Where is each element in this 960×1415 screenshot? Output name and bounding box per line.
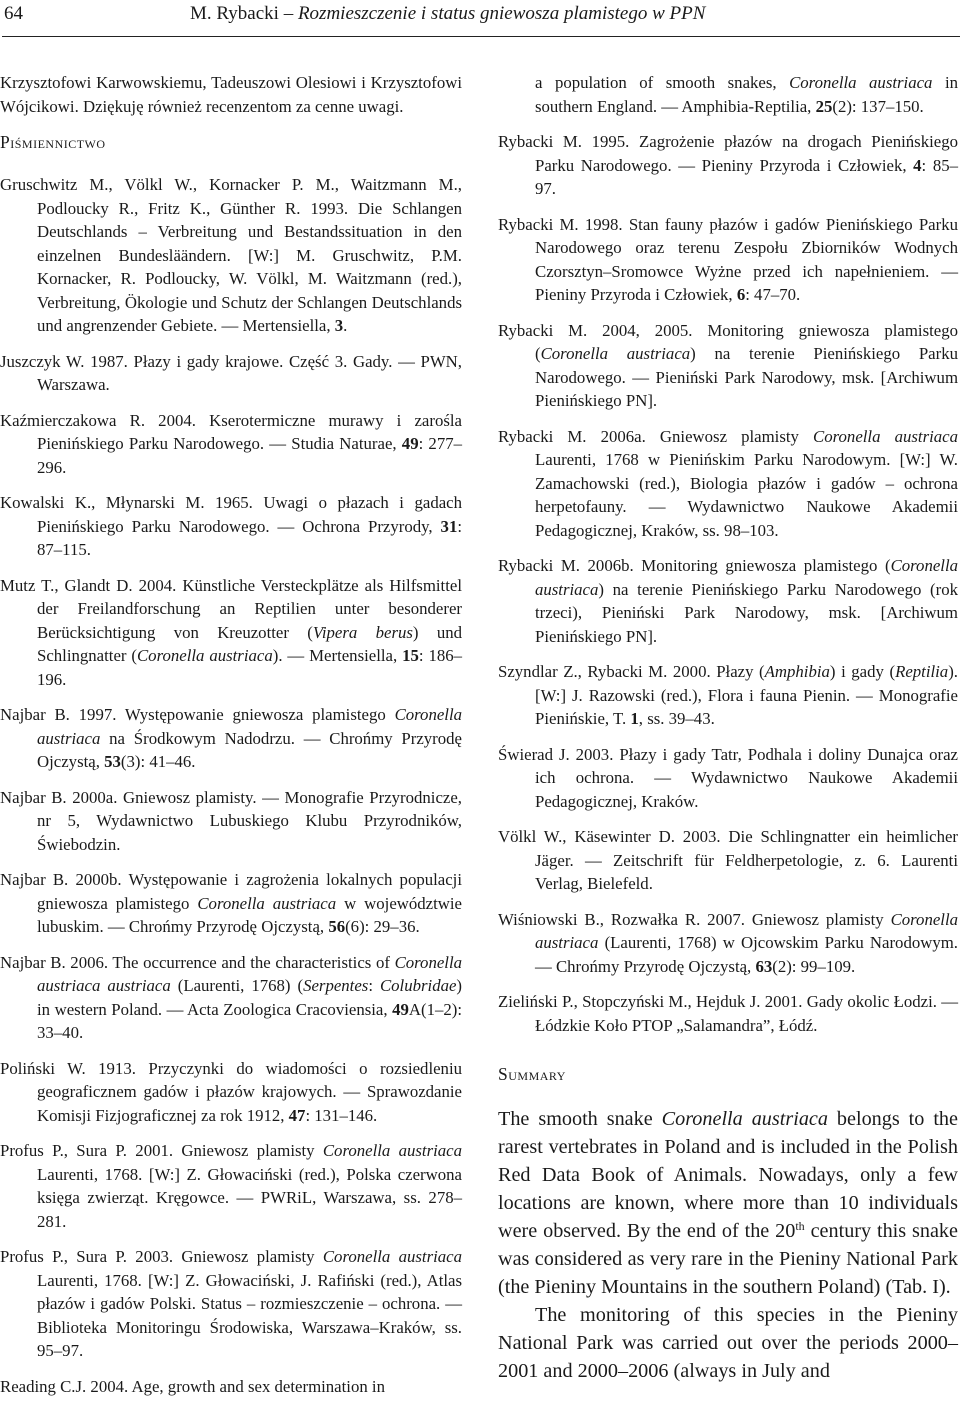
reference-entry: Najbar B. 2006. The occurrence and the characteristics of Coronella austriaca austriaca (Laurenti, 1768) (Serpentes: Colubridae) in western Poland. — Acta Zoologica Cracoviensia, 49A(1–2): 33–40. — [0, 952, 463, 1042]
reference-entry: Najbar B. 1997. Występowanie gniewosza plamistego Coronella austriaca na Środkowym Nadodrzu. — Chrońmy Przyrodę Ojczystą, 53(3): 41–46. — [0, 705, 462, 771]
reference-entry: Mutz T., Glandt D. 2004. Künstliche Versteckplätze als Hilfsmittel der Freilandforschung an Reptilien unter besonderer Berücksichtigung von Kreuzotter (Vipera berus) und Schlingnatter (Coronella austriaca). — Mertensiella, 15: 186–196. — [0, 575, 463, 689]
reference-entry: Völkl W., Käsewinter D. 2003. Die Schlingnatter ein heimlicher Jäger. — Zeitschrift für Feldherpetologie, z. 6. Laurenti Verlag, Bielefeld. — [498, 827, 958, 893]
summary-heading: Summary — [498, 1064, 566, 1084]
reference-entry: Rybacki M. 2006b. Monitoring gniewosza plamistego (Coronella austriaca) na terenie Pienińskiego Parku Narodowego (rok trzeci), Pieniński Park Narodowy, msk. [Archiwum Pienińskiego PN]. — [498, 556, 958, 646]
acknowledgement-text: Krzysztofowi Karwowskiemu, Tadeuszowi Olesiowi i Krzysztofowi Wójcikowi. Dziękuję również recenzentom za cenne uwagi. — [0, 73, 462, 116]
reference-entry: Rybacki M. 1995. Zagrożenie płazów na drogach Pienińskiego Parku Narodowego. — Pieniny Przyroda i Człowiek, 4: 85–97. — [498, 132, 958, 198]
reference-entry: Juszczyk W. 1987. Płazy i gady krajowe. Część 3. Gady. — PWN, Warszawa. — [0, 351, 462, 394]
reference-entry: Kaźmierczakowa R. 2004. Kserotermiczne murawy i zarośla Pienińskiego Parku Narodowego. — Studia Naturae, 49: 277–296. — [0, 410, 462, 477]
reference-entry: Profus P., Sura P. 2003. Gniewosz plamisty Coronella austriaca Laurenti, 1768. [W:] Z. Głowaciński, J. Rafiński (red.), Atlas płazów i gadów Polski. Status – rozmieszczenie – ochrona. — Biblioteka Monitoringu Środowiska, Warszawa–Kraków, ss. 95–97. — [0, 1247, 462, 1360]
reference-entry: Poliński W. 1913. Przyczynki do wiadomości o rozsiedleniu geograficznem gadów i płazów krajowych. — Sprawozdanie Komisji Fizjograficznej za rok 1912, 47: 131–146. — [0, 1058, 462, 1125]
summary-paragraph: The smooth snake Coronella austriaca belongs to the rarest vertebrates in Poland and is included in the Polish Red Data Book of Animals. Nowadays, only a few locations are known, where more than 10 individuals were observed. By the end of the 20th century this snake was considered as very rare in the Pieniny National Park (the Pieniny Mountains in the southern Poland) (Tab. I). — [498, 1108, 958, 1298]
reference-entry: Świerad J. 2003. Płazy i gady Tatr, Podhala i doliny Dunajca oraz ich ochrona. — Wydawnictwo Naukowe Akademii Pedagogicznej, Kraków. — [498, 744, 958, 811]
page-header — [0, 0, 960, 40]
reference-entry: Profus P., Sura P. 2001. Gniewosz plamisty Coronella austriaca Laurenti, 1768. [W:] Z. Głowaciński (red.), Polska czerwona księga zwierząt. Kręgowce. — PWRiL, Warszawa, ss. 278–281. — [0, 1141, 462, 1231]
reference-entry: Wiśniowski B., Rozwałka R. 2007. Gniewosz plamisty Coronella austriaca (Laurenti, 1768) w Ojcowskim Parku Narodowym. — Chrońmy Przyrodę Ojczystą, 63(2): 99–109. — [498, 909, 958, 976]
reference-entry: Rybacki M. 2004, 2005. Monitoring gniewosza plamistego (Coronella austriaca) na terenie Pienińskiego Parku Narodowego. — Pieniński Park Narodowy, msk. [Archiwum Pienińskiego PN]. — [498, 320, 958, 410]
reference-entry: Gruschwitz M., Völkl W., Kornacker P. M., Waitzmann M., Podloucky R., Fritz K., Günther R. 1993. Die Schlangen Deutschlands – Verbreitung und Bestandssituation in den einzelnen Bundesläändern. [W:] M. Gruschwitz, P.M. Kornacker, R. Podloucky, W. Völkl, M. Waitzmann (red.), Verbreitung, Ökologie und Schutz der Schlangen Deutschlands und angrenzender Gebiete. — Mertensiella, 3. — [0, 175, 462, 335]
reference-entry: Najbar B. 2000a. Gniewosz plamisty. — Monografie Przyrodnicze, nr 5, Wydawnictwo Lubuskiego Klubu Przyrodników, Świebodzin. — [0, 787, 462, 854]
reference-entry: Reading C.J. 2004. Age, growth and sex determination in — [0, 1376, 385, 1396]
reference-entry: Najbar B. 2000b. Występowanie i zagrożenia lokalnych populacji gniewosza plamistego Coronella austriaca w województwie lubuskim. — Chrońmy Przyrodę Ojczystą, 56(6): 29–36. — [0, 870, 463, 936]
header-rule — [2, 36, 960, 37]
reference-entry: Zieliński P., Stopczyński M., Hejduk J. 2001. Gady okolic Łodzi. — Łódzkie Koło PTOP „Salamandra”, Łódź. — [498, 992, 958, 1035]
summary-body — [498, 1105, 958, 1385]
reference-entry: Rybacki M. 2006a. Gniewosz plamisty Coronella austriaca Laurenti, 1768 w Pienińskim Parku Narodowym. [W:] W. Zamachowski (red.), Biologia płazów i gadów – ochrona herpetofauny. — Wydawnictwo Naukowe Akademii Pedagogicznej, Kraków, ss. 98–103. — [498, 426, 958, 540]
running-head-title: Rozmieszczenie i status gniewosza plamistego w PPN — [297, 3, 706, 24]
running-head: M. Rybacki – Rozmieszczenie i status gniewosza plamistego w PPN — [190, 3, 706, 24]
page-number: 64 — [4, 3, 23, 24]
reference-entry: Rybacki M. 1998. Stan fauny płazów i gadów Pienińskiego Parku Narodowego oraz terenu Zespołu Zbiorników Wodnych Czorsztyn–Sromowce Wyżne przed ich napełnieniem. — Pieniny Przyroda i Człowiek, 6: 47–70. — [498, 214, 958, 304]
bibliography-heading: Piśmiennictwo — [0, 132, 106, 152]
running-head-author: M. Rybacki — [190, 3, 279, 24]
right-column — [498, 71, 958, 1385]
summary-paragraph: The monitoring of this species in the Pieniny National Park was carried out over the periods 2000–2001 and 2000–2006 (always in July and — [498, 1304, 958, 1382]
reference-entry: Kowalski K., Młynarski M. 1965. Uwagi o płazach i gadach Pienińskiego Parku Narodowego. — Ochrona Przyrody, 31: 87–115. — [0, 493, 462, 559]
left-column — [0, 71, 462, 1410]
references-right — [498, 130, 958, 1037]
reference-entry: Szyndlar Z., Rybacki M. 2000. Płazy (Amphibia) i gady (Reptilia). [W:] J. Razowski (red.), Flora i fauna Pienin. — Monografie Pienińskie, T. 1, ss. 39–43. — [498, 662, 958, 728]
reference-continued: a population of smooth snakes, Coronella austriaca in southern England. — Amphibia-Reptilia, 25(2): 137–150. — [535, 73, 958, 116]
references-left — [0, 173, 462, 1398]
